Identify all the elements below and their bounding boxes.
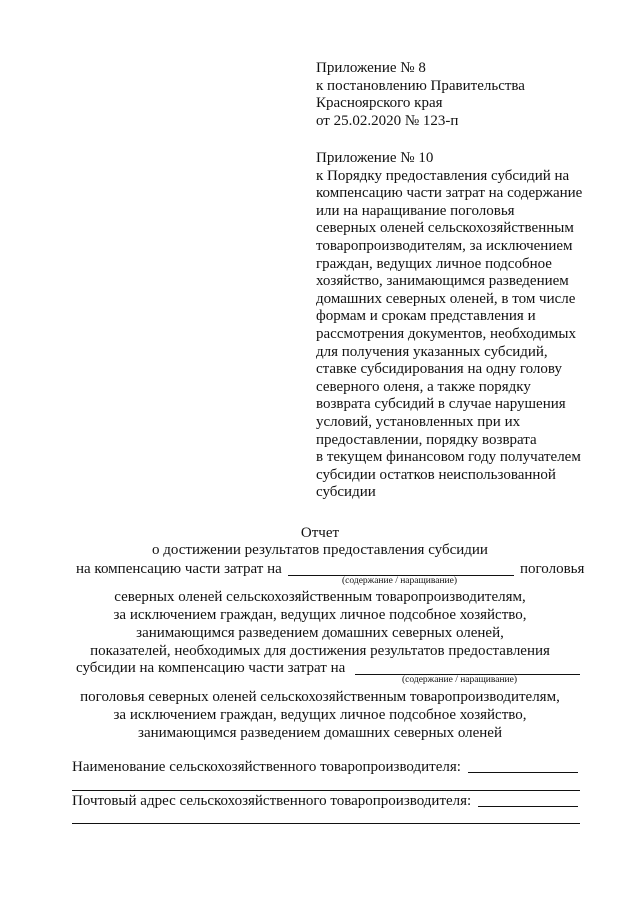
report-line-8: поголовья северных оленей сельскохозяйственным товаропроизводителям, xyxy=(80,689,560,705)
producer-address-blank[interactable] xyxy=(478,806,578,807)
report-line-6: показателей, необходимых для достижения результатов предоставления xyxy=(90,643,550,659)
report-line-10: занимающимся разведением домашних северных оленей xyxy=(138,725,502,741)
appendix-10-line: для получения указанных субсидий, xyxy=(316,343,548,360)
appendix-10-line: условий, установленных при их xyxy=(316,413,521,430)
appendix-10-line: в текущем финансовом году получателем xyxy=(316,449,581,466)
appendix-8-line: Приложение № 8 xyxy=(316,60,426,76)
appendix-10-line: к Порядку предоставления субсидий на xyxy=(316,167,570,184)
producer-name-continuation-line[interactable] xyxy=(72,790,580,791)
appendix-10-line: формам и срокам представления и xyxy=(316,308,536,325)
appendix-10-line: граждан, ведущих личное подсобное xyxy=(316,255,552,272)
appendix-10-header xyxy=(316,150,616,502)
appendix-10-line: Приложение № 10 xyxy=(316,150,434,166)
report-line-2-right: поголовья xyxy=(520,561,585,577)
producer-name-label: Наименование сельскохозяйственного товаропроизводителя: xyxy=(72,759,461,775)
report-line-9: за исключением граждан, ведущих личное подсобное хозяйство, xyxy=(113,707,527,723)
appendix-10-line: субсидии xyxy=(316,484,376,501)
appendix-8-line: Красноярского края xyxy=(316,95,443,112)
appendix-10-line: северных оленей сельскохозяйственным xyxy=(316,220,574,237)
report-line-2-left: на компенсацию части затрат на xyxy=(76,561,282,577)
appendix-8-line: от 25.02.2020 № 123-п xyxy=(316,112,459,129)
report-title: Отчет xyxy=(300,525,340,541)
report-line-5: занимающимся разведением домашних северных оленей, xyxy=(136,625,504,641)
cost-type-hint-2: (содержание / наращивание) xyxy=(402,675,518,685)
appendix-10-line: или на наращивание поголовья xyxy=(316,202,515,219)
appendix-10-line: ставке субсидирования на одну голову xyxy=(316,361,562,378)
appendix-10-line: рассмотрения документов, необходимых xyxy=(316,325,576,342)
appendix-10-line: хозяйство, занимающимся разведением xyxy=(316,273,569,290)
report-subtitle-line-1: о достижении результатов предоставления субсидии xyxy=(152,542,488,558)
appendix-10-line: товаропроизводителям, за исключением xyxy=(316,237,573,254)
appendix-10-line: северного оленя, а также порядку xyxy=(316,378,531,395)
appendix-8-header xyxy=(316,60,616,130)
report-line-7-left: субсидии на компенсацию части затрат на xyxy=(76,660,346,676)
report-line-3: северных оленей сельскохозяйственным товаропроизводителям, xyxy=(114,589,526,605)
report-line-4: за исключением граждан, ведущих личное подсобное хозяйство, xyxy=(113,607,527,623)
appendix-8-line: к постановлению Правительства xyxy=(316,77,525,94)
appendix-10-line: компенсацию части затрат на содержание xyxy=(316,185,583,202)
appendix-10-line: субсидии остатков неиспользованной xyxy=(316,466,556,483)
producer-name-blank[interactable] xyxy=(468,772,578,773)
producer-address-continuation-line[interactable] xyxy=(72,823,580,824)
producer-address-label: Почтовый адрес сельскохозяйственного товаропроизводителя: xyxy=(72,793,472,809)
cost-type-hint-1: (содержание / наращивание) xyxy=(342,576,458,586)
appendix-10-line: возврата субсидий в случае нарушения xyxy=(316,396,566,413)
appendix-10-line: предоставлении, порядку возврата xyxy=(316,431,537,448)
appendix-10-line: домашних северных оленей, в том числе xyxy=(316,290,576,307)
